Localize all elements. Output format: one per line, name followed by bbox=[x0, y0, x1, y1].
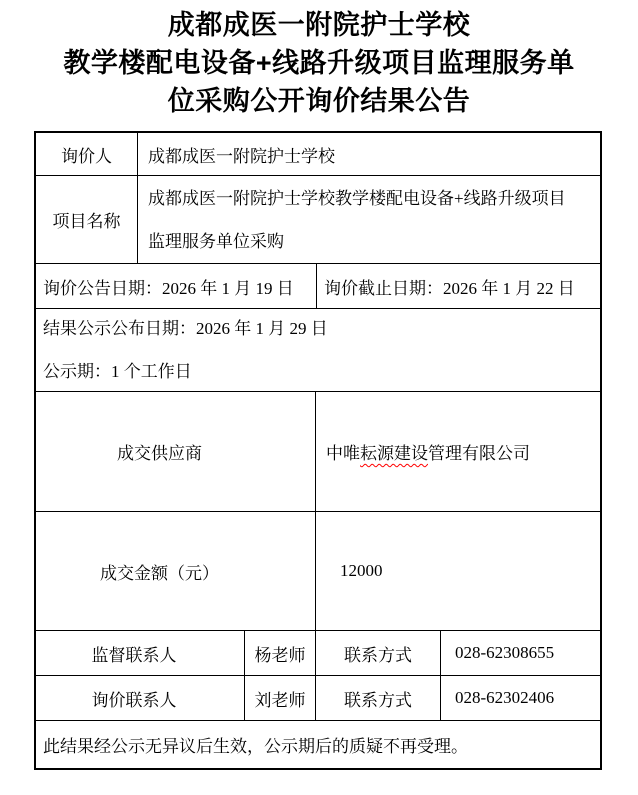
row-project-name bbox=[36, 175, 600, 263]
row-dates bbox=[36, 263, 600, 308]
page-title bbox=[0, 0, 638, 120]
supplier-name-spellchecked: 耘源建设 bbox=[360, 444, 428, 463]
row-supervisor-contact bbox=[36, 630, 600, 675]
project-name-line-1: 成都成医一附院护士学校教学楼配电设备+线路升级项目 bbox=[148, 188, 566, 208]
inquiry-contact-phone: 028-62302406 bbox=[440, 676, 600, 720]
row-inquiry-contact bbox=[36, 675, 600, 720]
supplier-name-suffix: 管理有限公司 bbox=[428, 444, 530, 463]
inquirer-label: 询价人 bbox=[61, 146, 112, 166]
result-publish-date: 结果公示公布日期：2026 年 1 月 29 日 bbox=[43, 319, 328, 338]
project-name-line-2: 监理服务单位采购 bbox=[148, 231, 284, 251]
publicity-period: 公示期：1 个工作日 bbox=[43, 362, 192, 381]
supplier-value bbox=[315, 392, 600, 511]
amount-value: 12000 bbox=[315, 512, 600, 630]
supervisor-phone: 028-62308655 bbox=[440, 631, 600, 675]
result-publicity-cell bbox=[36, 309, 600, 391]
notice-text: 此结果经公示无异议后生效，公示期后的质疑不再受理。 bbox=[43, 737, 468, 756]
inquiry-contact-name: 刘老师 bbox=[244, 676, 315, 720]
inquiry-contact-method-label: 联系方式 bbox=[315, 676, 440, 720]
row-notice bbox=[36, 720, 600, 768]
row-amount bbox=[36, 511, 600, 630]
amount-label: 成交金额（元） bbox=[100, 563, 219, 583]
project-name-value bbox=[137, 176, 600, 263]
supervisor-contact-label: 联系方式 bbox=[315, 631, 440, 675]
supervisor-name: 杨老师 bbox=[244, 631, 315, 675]
row-supplier bbox=[36, 391, 600, 511]
page-title-line-1: 成都成医一附院护士学校 bbox=[167, 10, 471, 40]
row-inquirer bbox=[36, 133, 600, 175]
result-table bbox=[34, 131, 602, 770]
announce-date: 询价公告日期：2026 年 1 月 19 日 bbox=[43, 278, 294, 298]
supplier-label: 成交供应商 bbox=[117, 444, 202, 463]
deadline-date: 询价截止日期：2026 年 1 月 22 日 bbox=[316, 264, 600, 308]
supervisor-label: 监督联系人 bbox=[91, 645, 177, 665]
page-title-line-2: 教学楼配电设备+线路升级项目监理服务单 bbox=[63, 48, 575, 78]
row-result-publicity bbox=[36, 308, 600, 391]
project-name-label: 项目名称 bbox=[52, 212, 121, 231]
page-title-line-3: 位采购公开询价结果公告 bbox=[167, 86, 471, 116]
inquirer-value: 成都成医一附院护士学校 bbox=[137, 133, 600, 175]
inquiry-contact-label: 询价联系人 bbox=[91, 690, 177, 710]
supplier-name-prefix: 中唯 bbox=[326, 444, 360, 463]
